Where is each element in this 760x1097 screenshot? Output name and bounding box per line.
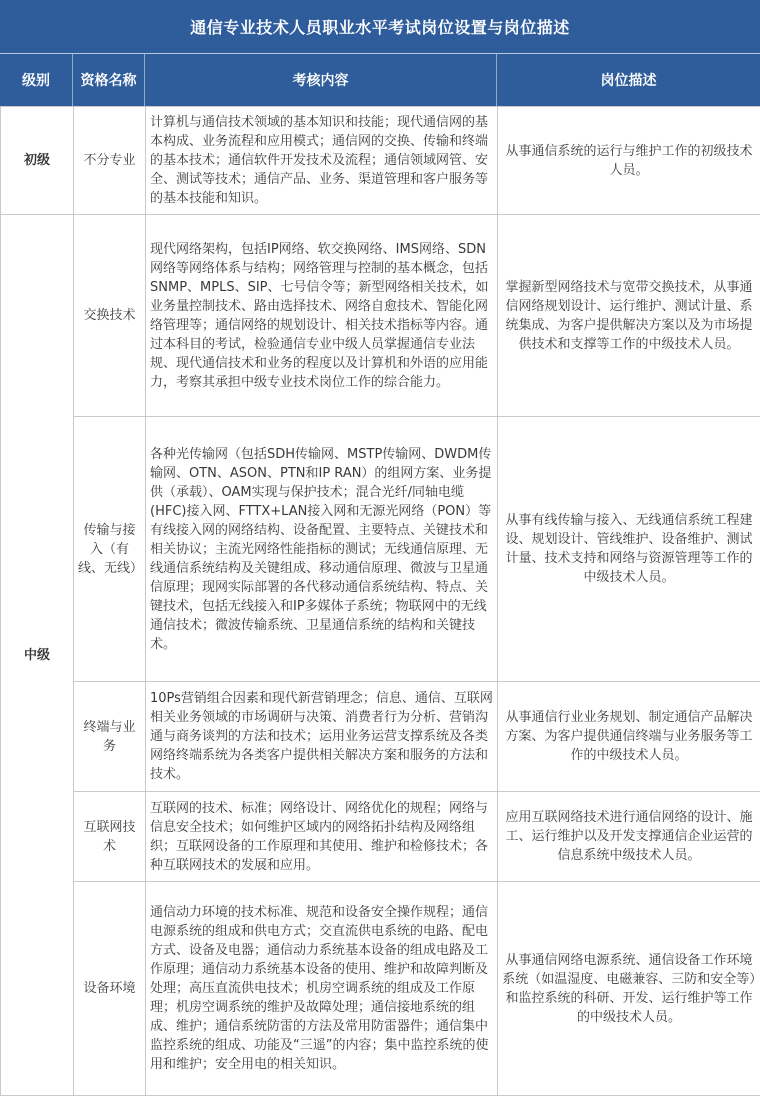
content-cell: 10Ps营销组合因素和现代新营销理念；信息、通信、互联网相关业务领域的市场调研与决策、消费者行为分析、营销沟通与商务谈判的方法和技术；运用业务运营支撑系统及各类网络终端系统为各类客户提供相关解决方案和服务的方法和技术。	[146, 682, 498, 792]
content-cell: 计算机与通信技术领域的基本知识和技能；现代通信网的基本构成、业务流程和应用模式；通信网的交换、传输和终端的基本技术；通信软件开发技术及流程；通信领域网管、安全、测试等技术；通信产品、业务、渠道管理和客户服务等的基本技能和知识。	[146, 107, 498, 215]
description-cell: 掌握新型网络技术与宽带交换技术，从事通信网络规划设计、运行维护、测试计量、系统集成、为客户提供解决方案以及为市场提供技术和支撑等工作的中级技术人员。	[498, 215, 760, 417]
table-row	[1, 792, 760, 882]
qualification-cell: 传输与接入（有线、无线）	[74, 417, 146, 682]
content-cell: 现代网络架构，包括IP网络、软交换网络、IMS网络、SDN网络等网络体系与结构；网络管理与控制的基本概念，包括SNMP、MPLS、SIP、七号信令等；新型网络相关技术，如业务量控制技术、路由选择技术、网络自愈技术、智能化网络管理等；通信网络的规划设计、相关技术指标等内容。通过本科目的考试，检验通信专业中级人员掌握通信专业法规、现代通信技术和业务的程度以及计算机和外语的应用能力，考察其承担中级专业技术岗位工作的综合能力。	[146, 215, 498, 417]
header-level: 级别	[0, 54, 73, 106]
description-cell: 从事通信行业业务规划、制定通信产品解决方案、为客户提供通信终端与业务服务等工作的中级技术人员。	[498, 682, 760, 792]
description-cell: 从事通信网络电源系统、通信设备工作环境系统（如温湿度、电磁兼容、三防和安全等）和监控系统的科研、开发、运行维护等工作的中级技术人员。	[498, 882, 760, 1096]
position-table	[0, 106, 760, 1096]
description-cell: 从事通信系统的运行与维护工作的初级技术人员。	[498, 107, 760, 215]
description-cell: 从事有线传输与接入、无线通信系统工程建设、规划设计、管线维护、设备维护、测试计量、技术支持和网络与资源管理等工作的中级技术人员。	[498, 417, 760, 682]
content-cell: 各种光传输网（包括SDH传输网、MSTP传输网、DWDM传输网、OTN、ASON、PTN和IP RAN）的组网方案、业务提供（承载）、OAM实现与保护技术；混合光纤/同轴电缆(HFC)接入网、FTTX+LAN接入网和无源光网络（PON）等有线接入网的网络结构、设备配置、主要特点、关键技术和相关协议；主流光网络性能指标的测试；无线通信原理、无线通信系统结构及关键组成、移动通信原理、微波与卫星通信原理；现网实际部署的各代移动通信系统结构、特点、关键技术，包括无线接入和IP多媒体子系统；物联网中的无线通信技术；微波传输系统、卫星通信系统的结构和关键技术。	[146, 417, 498, 682]
table-row	[1, 107, 760, 215]
content-cell: 互联网的技术、标准；网络设计、网络优化的规程；网络与信息安全技术；如何维护区域内的网络拓扑结构及网络组织；互联网设备的工作原理和其使用、维护和检修技术；各种互联网技术的发展和应用。	[146, 792, 498, 882]
table-header	[0, 54, 760, 106]
level-cell-intermediate: 中级	[1, 215, 74, 1096]
content-cell: 通信动力环境的技术标准、规范和设备安全操作规程；通信电源系统的组成和供电方式；交直流供电系统的电路、配电方式、设备及电器；通信动力系统基本设备的组成电路及工作原理；通信动力系统基本设备的使用、维护和故障判断及处理；高压直流供电技术；机房空调系统的组成及工作原理；机房空调系统的维护及故障处理；通信接地系统的组成、维护；通信系统防雷的方法及常用防雷器件；通信集中监控系统的组成、功能及“三遥”的内容；集中监控系统的使用和维护；安全用电的相关知识。	[146, 882, 498, 1096]
qualification-cell: 不分专业	[74, 107, 146, 215]
header-content: 考核内容	[145, 54, 497, 106]
table-row	[1, 682, 760, 792]
qualification-cell: 交换技术	[74, 215, 146, 417]
header-description: 岗位描述	[600, 73, 657, 89]
table-row	[1, 882, 760, 1096]
qualification-cell: 终端与业务	[74, 682, 146, 792]
header-qualification: 资格名称	[73, 54, 145, 106]
description-cell: 应用互联网络技术进行通信网络的设计、施工、运行维护以及开发支撑通信企业运营的信息系统中级技术人员。	[498, 792, 760, 882]
table-row	[1, 417, 760, 682]
table-title: 通信专业技术人员职业水平考试岗位设置与岗位描述	[0, 0, 760, 54]
table-row	[1, 215, 760, 417]
level-cell-junior: 初级	[1, 107, 74, 215]
qualification-cell: 设备环境	[74, 882, 146, 1096]
qualification-cell: 互联网技术	[74, 792, 146, 882]
